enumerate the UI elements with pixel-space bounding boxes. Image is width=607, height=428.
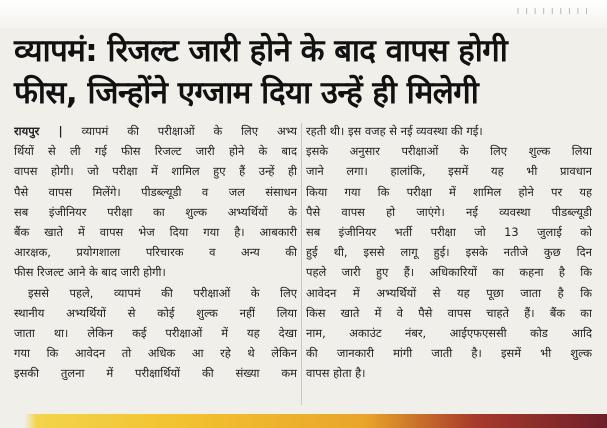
- article-body: [14, 121, 592, 407]
- article-line: रायपुर | व्यापमं की परीक्षाओं के लिए अभ्य: [14, 124, 297, 138]
- article-line: स्थानीय अभ्यर्थियों से कोई शुल्क नहीं लिया: [14, 305, 297, 320]
- dateline: रायपुर |: [14, 124, 63, 138]
- article-line: किस खाते में वे पैसे वापस चाहते हैं। बैंक का: [306, 305, 592, 320]
- article-column-left: [14, 121, 297, 384]
- article-line: पहले जारी हुए हैं। अधिकारियों का कहना है कि: [306, 265, 592, 280]
- article-line: पैसे वापस मिलेंगे। पीडब्ल्यूडी व जल संसाधन: [14, 184, 297, 199]
- masthead-strip: [0, 0, 607, 28]
- headline-line-2: फीस, जिन्होंने एग्जाम दिया उन्हें ही मिलेगी: [14, 75, 479, 111]
- article-line: किया गया कि परीक्षा में शामिल होने पर यह: [306, 184, 592, 199]
- article-line: रहती थी। इस वजह से नई व्यवस्था की गई।: [306, 124, 483, 138]
- masthead-faded-text: ı ı ı ı ı ı ı ı ı: [516, 4, 589, 17]
- article-line: पैसे वापस हो जाएंगे। नई व्यवस्था पीडब्ल्यूडी: [306, 204, 592, 219]
- article-line: सब इंजीनियर परीक्षा का शुल्क अभ्यर्थियों के: [14, 204, 297, 219]
- bottom-color-bar: [0, 414, 607, 428]
- article-line: इसकी तुलना में परीक्षार्थियों की संख्या कम: [14, 366, 297, 381]
- article-line: हुई थी, इससे लागू हुई। इसके नतीजे कुछ दिन: [306, 245, 592, 260]
- article-line: इससे पहले, व्यापमं की परीक्षाओं के लिए: [28, 285, 297, 300]
- headline: [14, 30, 599, 114]
- article-line: वापस होगी। जो परीक्षा में शामिल हुए हैं उन्हें ही: [14, 164, 297, 179]
- article-line: नाम, अकाउंट नंबर, आईएफएससी कोड आदि: [306, 326, 592, 341]
- article-line: की जानकारी मांगी जाती है। इसमें भी शुल्क: [306, 346, 592, 361]
- article-line: गया कि आवेदन तो अधिक आ रहे थे लेकिन: [14, 346, 297, 361]
- article-line: बैंक खाते में वापस भेज दिया गया है। आबकारी: [14, 225, 297, 240]
- column-divider: [301, 123, 302, 405]
- article-line: वापस होता है।: [306, 366, 366, 381]
- article-line: इसके अनुसार परीक्षाओं के लिए शुल्क लिया: [306, 144, 592, 159]
- article-line: सब इंजीनियर भर्ती परीक्षा जो 13 जुलाई को: [306, 225, 592, 240]
- article-line: फीस रिजल्ट आने के बाद जारी होगी।: [14, 265, 166, 280]
- article-line: आवेदन में अभ्यर्थियों से यह पूछा जाता है कि: [306, 285, 592, 300]
- article-line: जाने लगा। हालांकि, इसमें यह भी प्रावधान: [306, 164, 592, 179]
- article-line: जाता था। लेकिन कई परीक्षाओं में यह देखा: [14, 326, 297, 341]
- article-line: र्थियों से ली गई फीस रिजल्ट जारी होने के बाद: [14, 144, 297, 159]
- article-column-right: [306, 121, 592, 384]
- article-line: आरक्षक, प्रयोगशाला परिचारक व अन्य की: [14, 245, 297, 260]
- headline-line-1: व्यापमं: रिजल्ट जारी होने के बाद वापस होगी: [14, 33, 508, 69]
